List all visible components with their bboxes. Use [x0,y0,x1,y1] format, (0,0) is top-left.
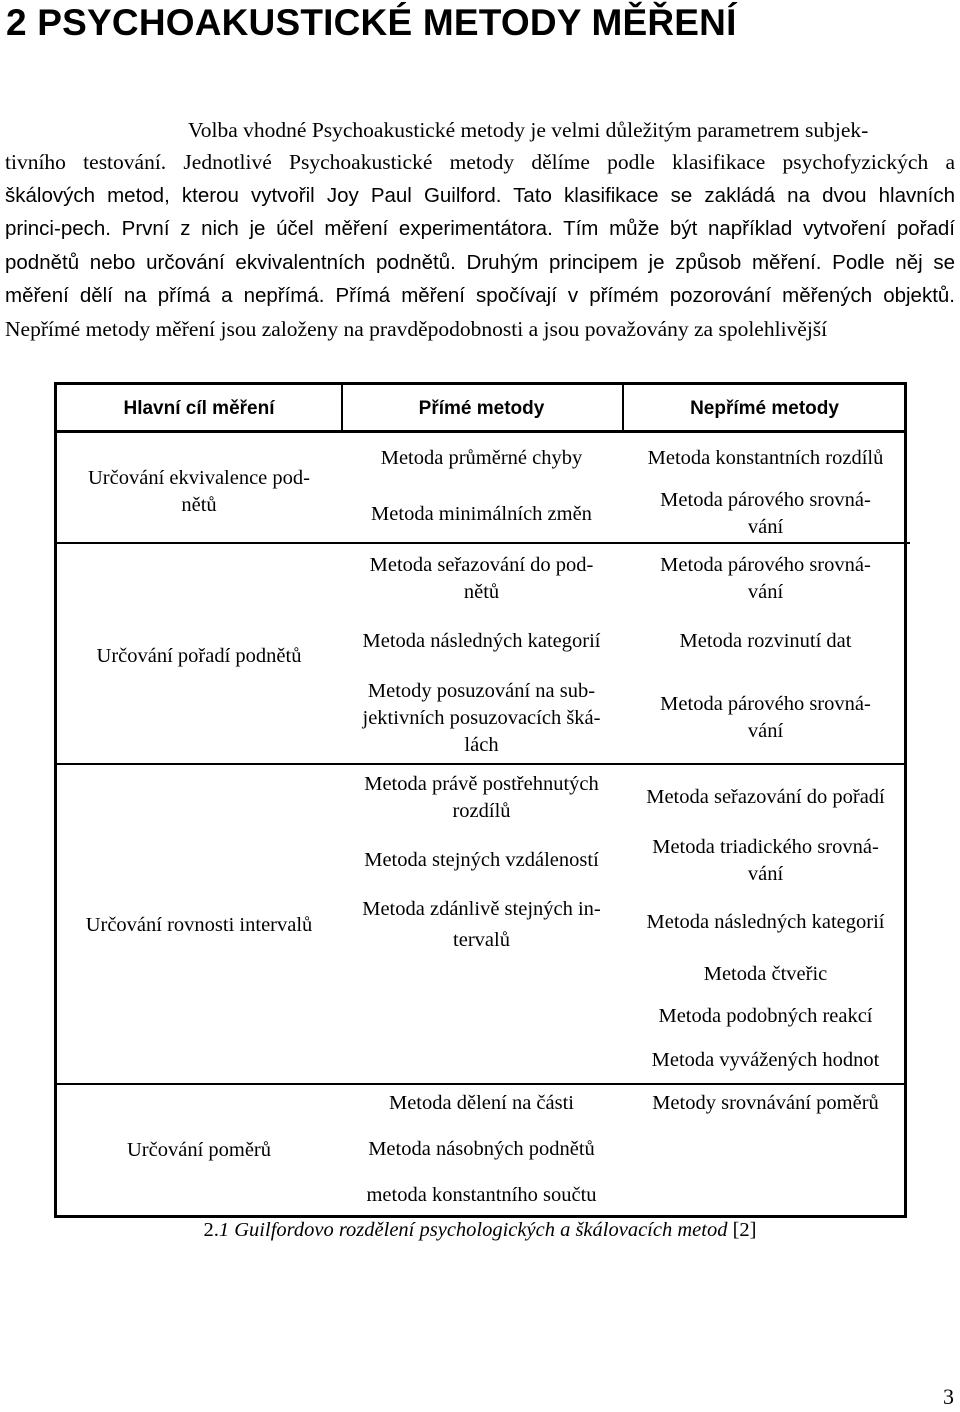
table-row-divider [57,1083,341,1085]
direct-method-item: Metoda seřazování do pod- nětů [369,554,594,603]
page-number: 3 [943,1384,954,1409]
table-header-direct: Přímé metody [418,398,545,419]
direct-method-item: Metoda dělení na části [388,1092,574,1114]
indirect-method-item: Metoda triadického srovná- vání [652,836,879,885]
table-row-divider [57,542,910,544]
chapter-heading: 2 PSYCHOAKUSTICKÉ METODY MĚŘENÍ [6,2,737,43]
goal-order: Určování pořadí podnětů [96,645,302,667]
direct-method-item: metoda konstantního součtu [366,1184,597,1206]
table-header-goal: Hlavní cíl měření [123,398,275,419]
indirect-method-item: Metoda podobných reakcí [658,1005,873,1027]
guilford-classification-table [54,382,907,1218]
goal-interval-equality: Určování rovnosti intervalů [85,914,313,936]
paragraph-line: podnětů nebo určování ekvivalentních podnětů. Druhým principem je způsob měření. Podle něj se [5,251,955,274]
indirect-method-item: Metoda párového srovná- vání [660,554,871,603]
paragraph-line: princi-pech. První z nich je účel měření experimentátora. Tím může být například vytvoření pořadí [5,217,955,240]
table-header-divider [57,430,904,433]
paragraph-line: Volba vhodné Psychoakustické metody je velmi důležitým parametrem subjek- [188,118,869,142]
paragraph-line: tivního testování. Jednotlivé Psychoakustické metody dělíme podle klasifikace psychofyzických a [5,150,955,174]
direct-method-item: Metoda zdánlivě stejných in- tervalů [362,898,601,951]
direct-method-item: Metoda stejných vzdáleností [364,849,599,871]
paragraph-line: Nepřímé metody měření jsou založeny na pravděpodobnosti a jsou považovány za spolehlivější [5,317,828,341]
direct-method-item: Metoda následných kategorií [362,630,601,652]
indirect-method-item: Metoda konstantních rozdílů [647,447,884,469]
indirect-method-item: Metoda seřazování do pořadí [646,786,885,808]
caption-text: 1 Guilfordovo rozdělení psychologických a škálovacích metod [218,1219,728,1241]
paragraph-line: škálových metod, kterou vytvořil Joy Paul Guilford. Tato klasifikace se zakládá na dvou hlavních [5,184,955,207]
caption-reference: [2] [732,1219,757,1241]
goal-ratios: Určování poměrů [126,1139,272,1161]
indirect-method-item: Metoda následných kategorií [646,911,885,933]
direct-method-item: Metoda minimálních změn [371,503,592,525]
indirect-method-item: Metoda párového srovná- vání [660,489,871,538]
indirect-method-item: Metoda párového srovná- vání [660,693,871,742]
table-row-divider [341,1083,907,1085]
table-row-divider [57,763,341,765]
table-header-indirect: Nepřímé metody [690,398,839,419]
indirect-method-item: Metody srovnávání poměrů [652,1092,879,1114]
caption-number: 2. [203,1219,219,1241]
indirect-method-item: Metoda vyvážených hodnot [651,1049,880,1071]
direct-method-item: Metoda násobných podnětů [368,1138,595,1160]
goal-equivalence: Určování ekvivalence pod- nětů [88,467,310,516]
direct-method-item: Metoda průměrné chyby [380,447,583,469]
indirect-method-item: Metoda čtveřic [703,963,828,985]
paragraph-line: měření dělí na přímá a nepřímá. Přímá měření spočívají v přímém pozorování měřených objektů. [5,284,955,307]
direct-method-item: Metoda právě postřehnutých rozdílů [364,773,599,822]
direct-method-item: Metody posuzování na sub- jektivních posuzovacích šká- lách [362,680,601,756]
table-caption [0,1219,960,1242]
indirect-method-item: Metoda rozvinutí dat [679,630,852,652]
table-row-divider [341,763,907,765]
